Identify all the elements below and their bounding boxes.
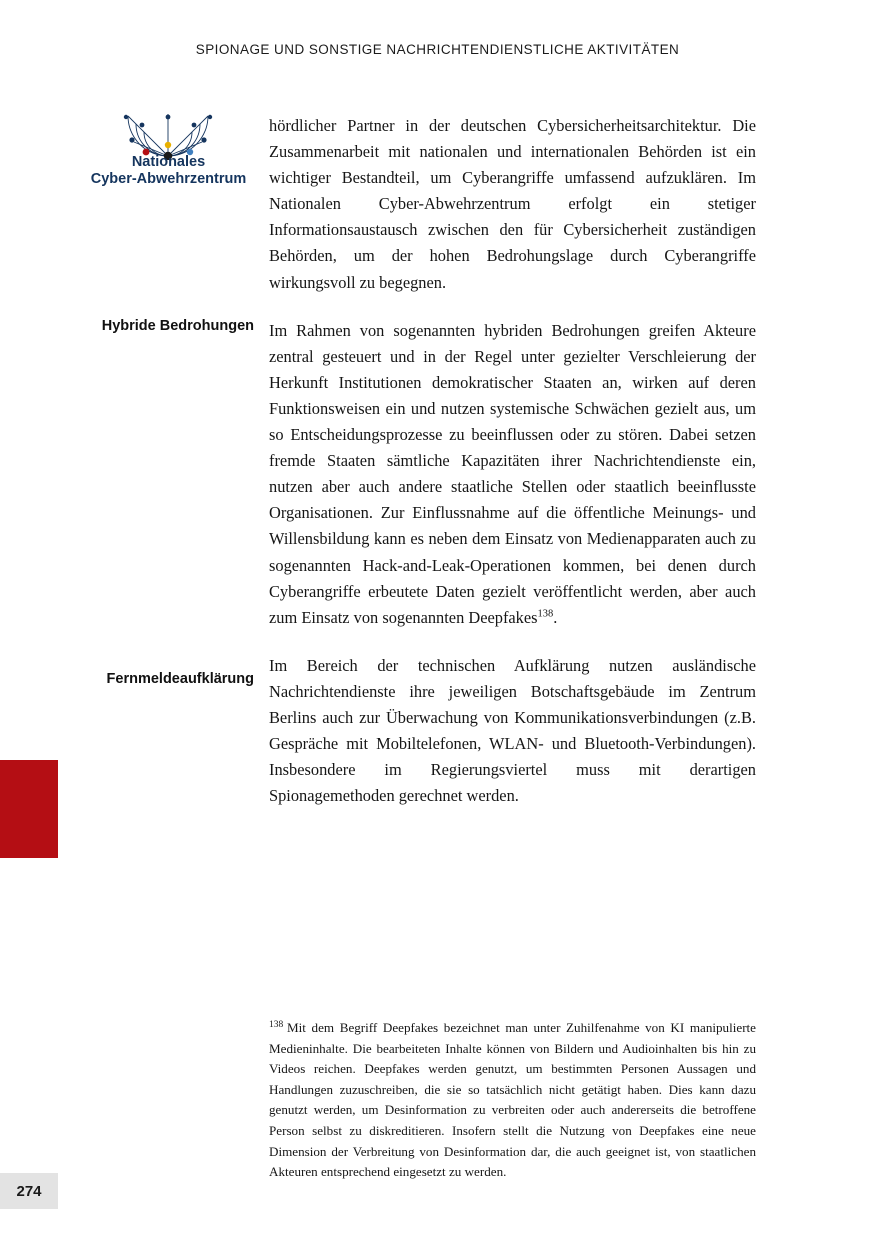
logo-line-2: Cyber-Abwehrzentrum	[90, 171, 247, 187]
running-head: SPIONAGE UND SONSTIGE NACHRICHTENDIENSTLICHE AKTIVITÄTEN	[195, 42, 680, 57]
logo-line-1: Nationales	[131, 154, 206, 170]
page-number: 274	[16, 1182, 42, 1200]
margin-label-hybride-bedrohungen: Hybride Bedrohungen	[101, 318, 254, 334]
footnote-marker: 138	[269, 1019, 284, 1030]
main-text-column	[269, 113, 756, 809]
footnote-marker-wrap	[269, 1018, 287, 1039]
footnote-block	[269, 1018, 756, 1183]
logo-caption	[86, 154, 251, 188]
paragraph-cyber-abwehrzentrum: hördlicher Partner in der deutschen Cybersicherheitsarchitektur. Die Zusammenarbeit mit nationalen und internationalen Behörden ist ein wichtiger Bestandteil, um Cyberangriffe umfassend aufzuklären. Im Nationalen Cyber-Abwehrzentrum erfolgt ein stetiger Informationsaustausch zwischen den für Cybersicherheit zuständigen Behörden, um der hohen Bedrohungslage durch Cyberangriffe wirkungsvoll zu begegnen.	[269, 116, 756, 292]
paragraph-hybride-bedrohungen: Im Rahmen von sogenannten hybriden Bedrohungen greifen Akteure zentral gesteuert und in der Regel unter gezielter Verschleierung der Herkunft Institutionen demokratischer Staaten an, wirken auf deren Funktionsweisen ein und nutzen systemische Schwächen gezielt aus, um so Entscheidungsprozesse zu beeinflussen oder zu stören. Dabei setzen fremde Staaten sämtliche Kapazitäten ihrer Nachrichtendienste ein, nutzen aber auch andere staatliche Stellen oder staatlich beeinflusste Organisationen. Zur Einflussnahme auf die öffentliche Meinungs- und Willensbildung kann es neben dem Einsatz von Medienapparaten auch zu sogenannten Hack-and-Leak-Operationen kommen, bei denen durch Cyberangriffe erbeutete Daten gezielt veröffentlicht werden, aber auch zum Einsatz von sogenannten Deepfakes$^{138}$.	[269, 320, 756, 627]
chapter-edge-marker	[0, 760, 58, 858]
paragraph-fernmeldeaufklaerung: Im Bereich der technischen Aufklärung nutzen ausländische Nachrichtendienste ihre jeweiligen Botschaftsgebäude im Zentrum Berlins auch zur Überwachung von Kommunikationsverbindungen (z.B. Gespräche mit Mobiltelefonen, WLAN- und Bluetooth-Verbindungen). Insbesondere im Regierungsviertel muss mit derartigen Spionagemethoden gerechnet werden.	[269, 655, 756, 806]
cyber-defence-network-icon	[86, 112, 251, 160]
footnote-text: Mit dem Begriff Deepfakes bezeichnet man unter Zuhilfenahme von KI manipulierte Medieninhalte. Die bearbeiteten Inhalte können von Bildern und Audioinhalten bis hin zu Videos reichen. Deepfakes werden genutzt, um bestimmten Personen Aussagen und Handlungen zuzuschreiben, die sie so tatsächlich nicht getätigt haben. Dies kann dazu genutzt werden, um Desinformation zu verbreiten oder auch andererseits die betroffene Person selbst zu diskreditieren. Insofern stellt die Nutzung von Deepfakes eine neue Dimension der Verbreitung von Desinformation dar, die auch geeignet ist, von staatlichen Akteuren entsprechend eingesetzt zu werden.	[269, 1020, 756, 1180]
page-number-box	[0, 1173, 58, 1209]
margin-label-fernmeldeaufklaerung: Fernmeldeaufklärung	[106, 671, 254, 687]
paragraph-hybride-text: Im Rahmen von sogenannten hybriden Bedrohungen greifen Akteure zentral gesteuert und in der Regel unter gezielter Verschleierung der Herkunft Institutionen demokratischer Staaten an, wirken auf deren Funktionsweisen ein und nutzen systemische Schwächen gezielt aus, um so Entscheidungsprozesse zu beeinflussen oder zu stören. Dabei setzen fremde Staaten sämtliche Kapazitäten ihrer Nachrichtendienste ein, nutzen aber auch andere staatliche Stellen oder staatlich beeinflusste Organisationen. Zur Einflussnahme auf die öffentliche Meinungs- und Willensbildung kann es neben dem Einsatz von Medienapparaten auch zu sogenannten Hack-and-Leak-Operationen kommen, bei denen durch Cyberangriffe erbeutete Daten gezielt veröffentlicht werden, aber auch zum Einsatz von sogenannten Deepfakes	[269, 320, 756, 627]
logo-block	[86, 112, 251, 192]
footnote-reference[interactable]: 138	[537, 608, 554, 620]
